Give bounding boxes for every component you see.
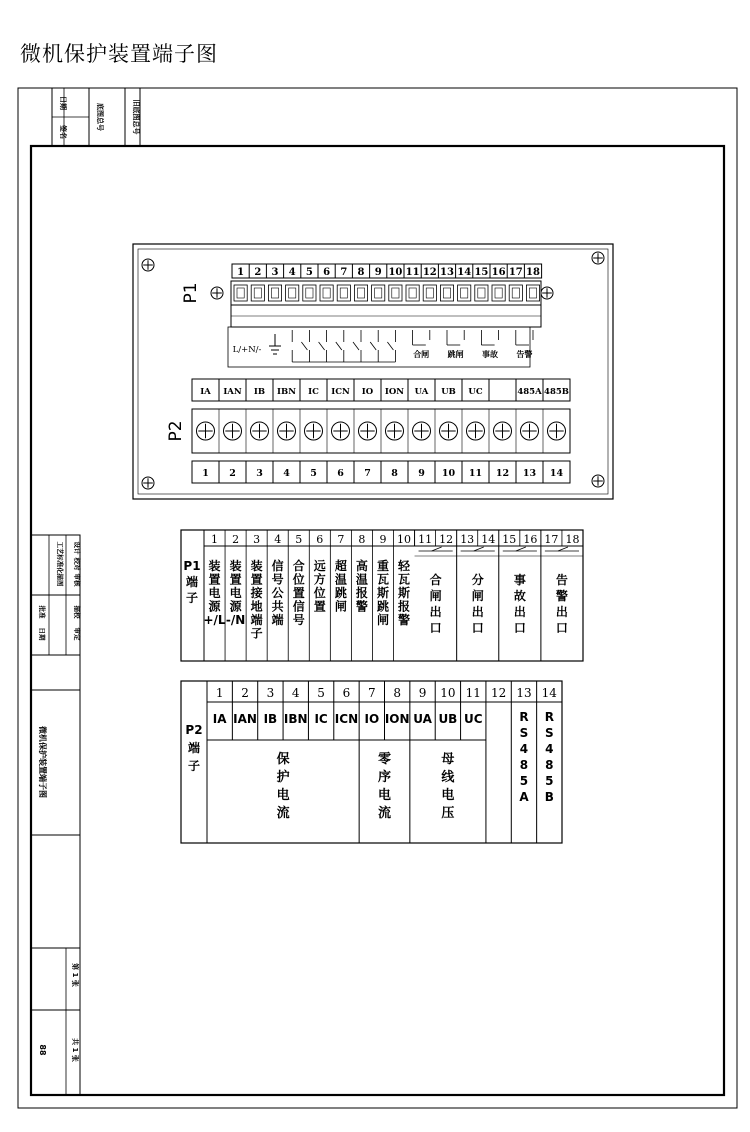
table2-number: 1 <box>215 686 224 700</box>
table1-number: 9 <box>379 533 387 546</box>
frame-label-process: 描图 <box>56 573 64 587</box>
p1-number: 5 <box>305 267 313 278</box>
table1-function: 高温报警 <box>355 559 368 614</box>
p1-terminal-screw <box>512 288 519 298</box>
rule-line <box>353 342 359 350</box>
table1-function: 超温跳闸 <box>334 559 347 614</box>
table1-number: 17 <box>544 533 559 546</box>
frame-label-approve: 描校 <box>73 605 81 619</box>
p1-terminal <box>286 285 299 301</box>
table1-output: 事故出口 <box>513 573 526 635</box>
table1-number: 15 <box>502 533 517 546</box>
frame-label-design: 审核 <box>73 573 81 587</box>
p2-number: 8 <box>391 468 398 479</box>
p2-number: 10 <box>441 468 456 479</box>
table2-rs485a: R S 4 8 5 A <box>519 710 529 804</box>
table1-function: 装置接地端子 <box>250 559 263 641</box>
table2-number: 3 <box>266 686 275 700</box>
p1-terminal-screw <box>271 288 278 298</box>
p1-terminal <box>475 285 488 301</box>
rule-line <box>319 342 325 350</box>
p1-terminal <box>268 285 281 301</box>
p1-number: 3 <box>271 267 279 278</box>
p2-number: 11 <box>468 468 483 479</box>
table2-number: 10 <box>440 686 456 700</box>
p1-terminal <box>509 285 522 301</box>
table1-number: 16 <box>523 533 538 546</box>
p2-signal: ICN <box>331 387 350 397</box>
p1-number: 17 <box>508 267 523 278</box>
table1-number: 3 <box>253 533 261 546</box>
p1-terminal <box>423 285 436 301</box>
table2-head: P2 端子 <box>185 723 203 773</box>
table1-number: 18 <box>565 533 580 546</box>
table2-number: 11 <box>465 686 481 700</box>
p1-terminal <box>440 285 453 301</box>
p1-number: 11 <box>405 267 420 278</box>
frame-label-process: 标准化 <box>56 554 64 574</box>
p1-terminal-screw <box>254 288 261 298</box>
p1-terminal-screw <box>323 288 330 298</box>
p1-terminal-screw <box>443 288 450 298</box>
rule-line <box>558 547 568 551</box>
table1-output: 分闸出口 <box>471 573 484 635</box>
table2-signal: UA <box>413 712 432 726</box>
p2-signal: IB <box>253 387 266 397</box>
p2-number: 12 <box>495 468 510 479</box>
p1-terminal <box>458 285 471 301</box>
p1-terminal-screw <box>461 288 468 298</box>
table2-signal: IC <box>314 712 328 726</box>
title-strip <box>31 535 80 1095</box>
p1-terminal-screw <box>237 288 244 298</box>
p2-signal: IAN <box>223 387 242 397</box>
table2-number: 13 <box>516 686 532 700</box>
p2-signal: UB <box>441 387 456 397</box>
p2-number: 7 <box>364 468 371 479</box>
table1-number: 5 <box>295 533 303 546</box>
p2-number: 14 <box>549 468 564 479</box>
p2-terminal-block <box>166 379 570 483</box>
frame-label-date: 日期 <box>59 96 67 110</box>
table2-number: 6 <box>342 686 351 700</box>
frame-label-approve: 批准 <box>38 605 46 619</box>
table1-number: 8 <box>358 533 366 546</box>
p2-number: 2 <box>229 468 236 479</box>
p1-number: 7 <box>340 267 348 278</box>
table1-function: 远方位置 <box>313 559 326 614</box>
table2-signal: IAN <box>233 712 257 726</box>
p2-number: 3 <box>256 468 263 479</box>
table2-signal: UC <box>463 712 483 726</box>
p1-terminal-screw <box>357 288 364 298</box>
p1-terminal <box>303 285 316 301</box>
p1-terminal <box>492 285 505 301</box>
p1-number: 2 <box>254 267 262 278</box>
p1-terminal <box>526 285 539 301</box>
device-inner <box>138 249 608 494</box>
table1-number: 6 <box>316 533 324 546</box>
p2-terminal-table <box>181 681 562 843</box>
table2-signal: IB <box>263 712 278 726</box>
p2-signal: IBN <box>277 387 296 397</box>
p1-terminal <box>337 285 350 301</box>
p1-number: 1 <box>237 267 245 278</box>
table2-group: 母线电压 <box>441 752 455 821</box>
p1-label: P1 <box>181 282 201 304</box>
table2-border <box>181 681 562 843</box>
frame-mark: 88 <box>38 1044 47 1056</box>
p1-terminal <box>320 285 333 301</box>
p2-signal: IO <box>361 387 374 397</box>
p1-terminal-screw <box>392 288 399 298</box>
p1-wiring-area <box>228 327 533 367</box>
table2-signal: IO <box>364 712 380 726</box>
p2-number: 4 <box>283 468 290 479</box>
frame-label-base-number: 底图总号 <box>96 103 104 131</box>
p2-label: P2 <box>166 420 186 442</box>
rule-line <box>474 547 484 551</box>
frame-drawing-name: 微机保护装置端子图 <box>38 726 47 798</box>
table1-number: 1 <box>211 533 219 546</box>
table1-number: 12 <box>439 533 454 546</box>
table1-output: 告警出口 <box>555 573 568 635</box>
p2-signal: IC <box>308 387 319 397</box>
p2-signal: IA <box>200 387 211 397</box>
rule-line <box>336 342 342 350</box>
frame-label-sign: 签名 <box>59 125 67 139</box>
contact-label: 跳闸 <box>447 350 464 359</box>
table1-number: 10 <box>397 533 412 546</box>
frame-label-approve: 日期 <box>38 627 46 641</box>
table1-number: 14 <box>481 533 496 546</box>
p1-number: 16 <box>491 267 506 278</box>
table1-function: 重瓦斯跳闸 <box>376 559 389 627</box>
page-title: 微机保护装置端子图 <box>20 42 218 66</box>
p1-terminal-screw <box>529 288 536 298</box>
p1-terminal-table <box>181 530 583 661</box>
contact-label: 合闸 <box>413 350 430 359</box>
table2-group: 保护电流 <box>276 752 290 821</box>
rule-line <box>301 342 307 350</box>
table1-number: 2 <box>232 533 240 546</box>
table1-number: 4 <box>274 533 282 546</box>
frame-total-sheets: 共 1 张 <box>71 1038 79 1062</box>
rule-line <box>370 342 376 350</box>
rule-line <box>387 342 393 350</box>
p1-number: 10 <box>388 267 403 278</box>
p1-terminal-screw <box>478 288 485 298</box>
table2-number: 4 <box>291 686 300 700</box>
table2-number: 12 <box>490 686 507 700</box>
table2-number: 9 <box>418 686 427 700</box>
p2-number: 5 <box>310 468 317 479</box>
table1-function: 装置电源-/N <box>225 559 246 627</box>
p1-number: 8 <box>357 267 365 278</box>
p1-terminal-screw <box>289 288 296 298</box>
p1-terminal <box>372 285 385 301</box>
p2-signal: UA <box>414 387 429 397</box>
frame-label-approve: 审定 <box>73 627 81 641</box>
frame-label-design: 设计 <box>73 541 81 555</box>
frame-label-design: 校对 <box>73 557 81 571</box>
table1-function: 轻瓦斯报警 <box>398 559 411 627</box>
p1-number: 12 <box>422 267 437 278</box>
p2-signal: 485B <box>544 387 569 397</box>
table1-function: 装置电源+/L <box>203 559 226 627</box>
table2-rs485b: R S 4 8 5 B <box>544 710 554 804</box>
p1-terminal <box>389 285 402 301</box>
rule-line <box>432 547 442 551</box>
table2-signal: ION <box>384 712 410 726</box>
table2-signal: IBN <box>283 712 308 726</box>
p1-number: 9 <box>374 267 382 278</box>
p1-terminal <box>354 285 367 301</box>
p1-number: 15 <box>474 267 489 278</box>
table2-signal: IA <box>212 712 227 726</box>
p1-terminal <box>406 285 419 301</box>
p1-terminal-screw <box>375 288 382 298</box>
p1-terminal <box>251 285 264 301</box>
table2-signal: UB <box>438 712 458 726</box>
table2-number: 2 <box>241 686 249 700</box>
table1-head: P1 端子 <box>183 559 201 605</box>
p1-number: 13 <box>440 267 454 278</box>
table1-output: 合闸出口 <box>429 573 442 635</box>
p1-terminal <box>234 285 247 301</box>
p2-number: 9 <box>418 468 425 479</box>
contact-label: 告警 <box>516 350 533 359</box>
frame-label-old-base-number: 旧底图总号 <box>132 99 140 135</box>
table1-number: 7 <box>337 533 345 546</box>
p2-number: 13 <box>522 468 537 479</box>
frame-sheet-number: 第 1 张 <box>71 963 79 987</box>
p2-signal: 485A <box>517 387 542 397</box>
p2-number: 6 <box>337 468 344 479</box>
table2-number: 7 <box>368 686 376 700</box>
p1-number: 14 <box>457 267 472 278</box>
power-label: L/+N/- <box>232 345 262 355</box>
p2-signal: ION <box>384 387 405 397</box>
p1-terminal-screw <box>306 288 313 298</box>
p1-terminal-screw <box>426 288 433 298</box>
p1-terminal-screw <box>340 288 347 298</box>
p1-number: 6 <box>323 267 331 278</box>
table1-function: 合位置信号 <box>292 559 305 627</box>
rule-line <box>516 547 526 551</box>
contact-label: 事故 <box>482 350 498 359</box>
p1-number: 18 <box>526 267 540 278</box>
table2-signal: ICN <box>334 712 359 726</box>
table2-number: 8 <box>393 686 401 700</box>
table2-number: 14 <box>541 686 557 700</box>
table2-number: 5 <box>317 686 325 700</box>
table1-number: 11 <box>418 533 433 546</box>
p2-number: 1 <box>202 468 209 479</box>
p2-signal: UC <box>468 387 483 397</box>
p1-terminal-screw <box>409 288 416 298</box>
table1-function: 信号公共端 <box>271 559 284 627</box>
p1-terminal-screw <box>495 288 502 298</box>
p1-number: 4 <box>288 267 296 278</box>
frame-label-process: 工艺 <box>56 541 64 555</box>
table2-group: 零序电流 <box>377 752 392 821</box>
table1-number: 13 <box>460 533 475 546</box>
